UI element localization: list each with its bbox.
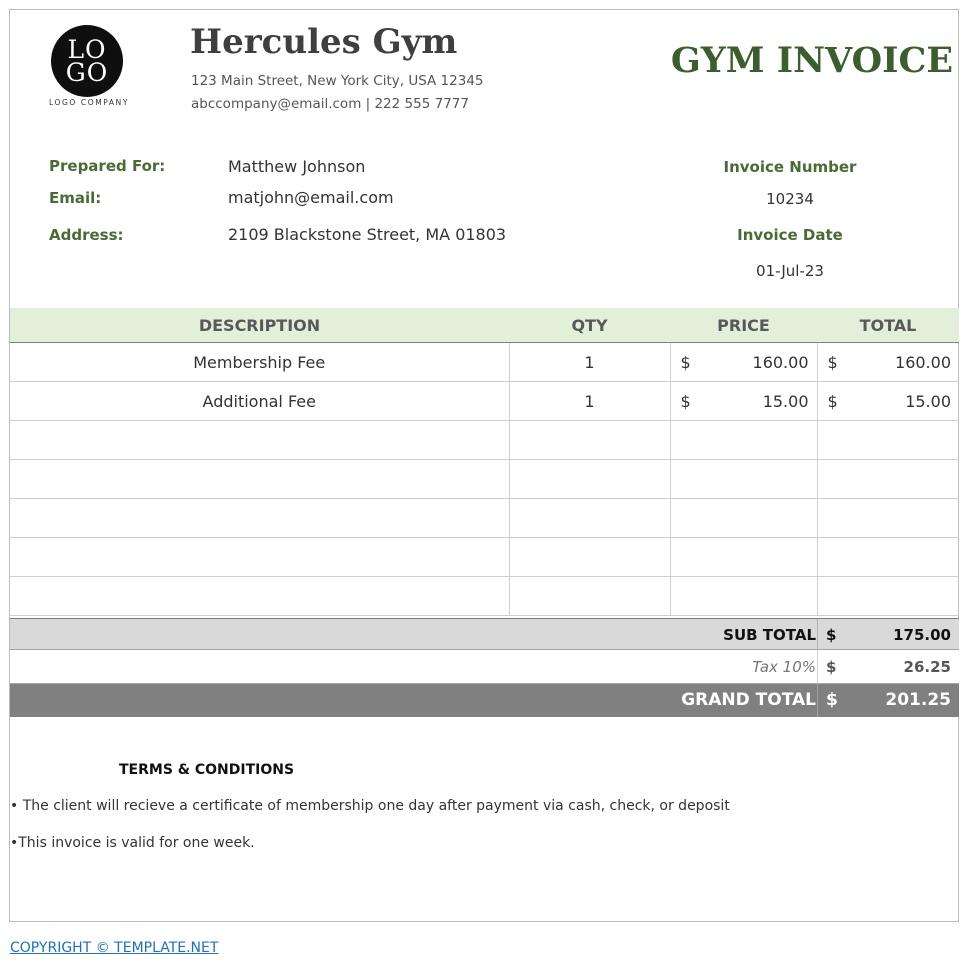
price-value: 15.00: [762, 392, 809, 411]
row-description: Additional Fee: [10, 382, 509, 421]
column-divider: [817, 619, 818, 649]
currency-symbol: $: [826, 690, 838, 710]
row-total: [817, 382, 959, 421]
invoice-number-label: Invoice Number: [723, 158, 857, 176]
row-total: [817, 343, 959, 382]
invoice-number-value: 10234: [766, 190, 814, 208]
invoice-date-value: 01-Jul-23: [756, 262, 824, 280]
company-name: Hercules Gym: [190, 22, 458, 62]
row-price: [670, 382, 817, 421]
grand-total-label: GRAND TOTAL: [681, 690, 816, 710]
address-value: 2109 Blackstone Street, MA 01803: [228, 225, 507, 244]
row-qty: 1: [509, 382, 670, 421]
table-row-empty: [10, 577, 959, 616]
invoice-date-label: Invoice Date: [737, 226, 843, 244]
tax-value: 26.25: [903, 658, 951, 676]
currency-symbol: $: [827, 353, 838, 372]
row-price: [670, 343, 817, 382]
tax-label: Tax 10%: [752, 658, 816, 676]
currency-symbol: $: [826, 626, 837, 644]
copyright-link[interactable]: COPYRIGHT © TEMPLATE.NET: [10, 940, 219, 956]
invoice-sheet: [9, 9, 959, 922]
header-description: DESCRIPTION: [10, 308, 509, 343]
currency-symbol: $: [826, 658, 837, 676]
subtotal-value: 175.00: [893, 626, 951, 644]
grand-total-row: [10, 684, 959, 717]
terms-line: • The client will recieve a certificate of membership one day after payment via cash, check, or deposit: [10, 798, 730, 814]
terms-line: •This invoice is valid for one week.: [10, 835, 255, 851]
table-row-empty: [10, 421, 959, 460]
total-value: 160.00: [895, 353, 951, 372]
items-table: [10, 308, 959, 616]
table-row-empty: [10, 460, 959, 499]
company-contact: abccompany@email.com | 222 555 7777: [191, 96, 469, 112]
row-description: Membership Fee: [10, 343, 509, 382]
subtotal-label: SUB TOTAL: [723, 626, 816, 644]
address-label: Address:: [49, 226, 124, 244]
tax-row: [10, 650, 959, 684]
logo-caption: LOGO COMPANY: [48, 98, 130, 107]
header-total: TOTAL: [817, 308, 959, 343]
table-row: [10, 343, 959, 382]
table-row-empty: [10, 538, 959, 577]
prepared-for-value: Matthew Johnson: [228, 157, 366, 176]
table-row: [10, 382, 959, 421]
company-logo: [51, 25, 123, 97]
grand-total-value: 201.25: [885, 690, 951, 710]
prepared-for-label: Prepared For:: [49, 157, 166, 175]
email-value: matjohn@email.com: [228, 188, 394, 207]
email-label: Email:: [49, 189, 102, 207]
company-address: 123 Main Street, New York City, USA 12345: [191, 73, 484, 89]
header-price: PRICE: [670, 308, 817, 343]
terms-title: TERMS & CONDITIONS: [119, 762, 295, 778]
currency-symbol: $: [680, 353, 691, 372]
row-qty: 1: [509, 343, 670, 382]
invoice-title: GYM INVOICE: [670, 40, 953, 81]
table-header-row: [10, 308, 959, 343]
total-value: 15.00: [905, 392, 951, 411]
currency-symbol: $: [827, 392, 838, 411]
logo-text-line2: GO: [65, 58, 109, 87]
table-row-empty: [10, 499, 959, 538]
currency-symbol: $: [680, 392, 691, 411]
subtotal-row: [10, 618, 959, 650]
header-qty: QTY: [509, 308, 670, 343]
price-value: 160.00: [752, 353, 809, 372]
column-divider: [817, 684, 818, 717]
logo-text-line1: LO: [67, 35, 107, 64]
column-divider: [817, 650, 818, 683]
